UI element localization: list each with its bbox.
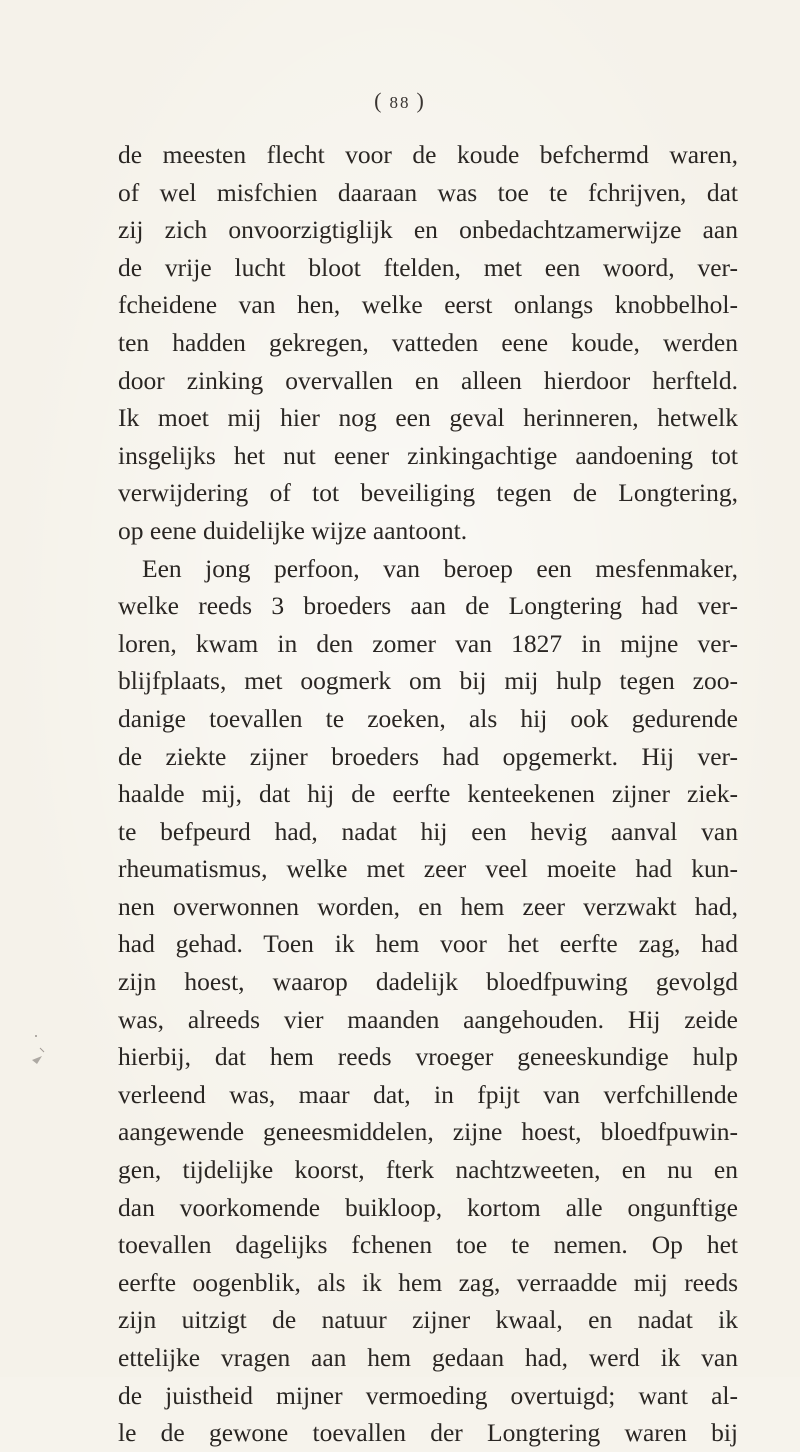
text-line: haalde mij, dat hij de eerfte kenteekenen zijner ziek- [118,779,738,809]
ink-speck-mark [28,1030,58,1074]
text-line: le de gewone toevallen der Longtering waren bij [118,1418,738,1448]
text-line: op eene duidelijke wijze aantoont. [118,515,468,545]
text-line: Ik moet mij hier nog een geval herinneren, hetwelk [118,403,738,433]
text-line: aangewende geneesmiddelen, zijne hoest, bloedfpuwin- [118,1117,738,1147]
text-line: danige toevallen te zoeken, als hij ook gedurende [118,703,738,733]
text-line: blijfplaats, met oogmerk om bij mij hulp tegen zoo- [118,666,738,696]
text-line: eerfte oogenblik, als ik hem zag, verraadde mij reeds [118,1267,738,1297]
text-line: verwijdering of tot beveiliging tegen de Longtering, [118,478,738,508]
text-line: welke reeds 3 broeders aan de Longtering had ver- [118,591,738,621]
text-line: verleend was, maar dat, in fpijt van verfchillende [118,1079,738,1109]
text-line: fcheidene van hen, welke eerst onlangs knobbelhol- [118,290,738,320]
page-number-close-paren: ) [416,88,426,113]
text-line: de juistheid mijner vermoeding overtuigd; want al- [118,1380,738,1410]
text-line: door zinking overvallen en alleen hierdoor herfteld. [118,365,738,395]
text-line: loren, kwam in den zomer van 1827 in mijne ver- [118,628,738,658]
text-line: of wel misfchien daaraan was toe te fchrijven, dat [118,177,738,207]
text-line: nen overwonnen worden, en hem zeer verzwakt had, [118,891,738,921]
text-line: toevallen dagelijks fchenen toe te nemen. Op het [118,1230,738,1260]
text-line: dan voorkomende buikloop, kortom alle ongunftige [118,1192,738,1222]
page-number [0,88,800,114]
text-line: de vrije lucht bloot ftelden, met een woord, ver- [118,252,738,282]
page-number-value: 88 [389,93,411,112]
text-line: de meesten flecht voor de koude befchermd waren, [118,140,738,169]
text-line: hierbij, dat hem reeds vroeger geneeskundige hulp [118,1042,738,1072]
text-line: zijn uitzigt de natuur zijner kwaal, en nadat ik [118,1305,738,1335]
text-line: zij zich onvoorzigtiglijk en onbedachtzamerwijze aan [118,215,738,245]
page-number-open-paren: ( [374,88,384,113]
text-line: zijn hoest, waarop dadelijk bloedfpuwing gevolgd [118,967,738,997]
body-text [118,136,738,1452]
text-line: te befpeurd had, nadat hij een hevig aanval van [118,816,738,846]
text-line: Een jong perfoon, van beroep een mesfenmaker, [142,553,738,583]
text-line: was, alreeds vier maanden aangehouden. Hij zeide [118,1004,738,1034]
text-line: ettelijke vragen aan hem gedaan had, werd ik van [118,1343,738,1372]
text-line: insgelijks het nut eener zinkingachtige aandoening tot [118,440,738,470]
text-line: ten hadden gekregen, vatteden eene koude, werden [118,327,738,357]
text-line: rheumatismus, welke met zeer veel moeite had kun- [118,854,738,884]
text-line: had gehad. Toen ik hem voor het eerfte zag, had [118,929,738,959]
text-line: gen, tijdelijke koorst, fterk nachtzweeten, en nu en [118,1155,738,1185]
text-line: de ziekte zijner broeders had opgemerkt. Hij ver- [118,741,738,771]
